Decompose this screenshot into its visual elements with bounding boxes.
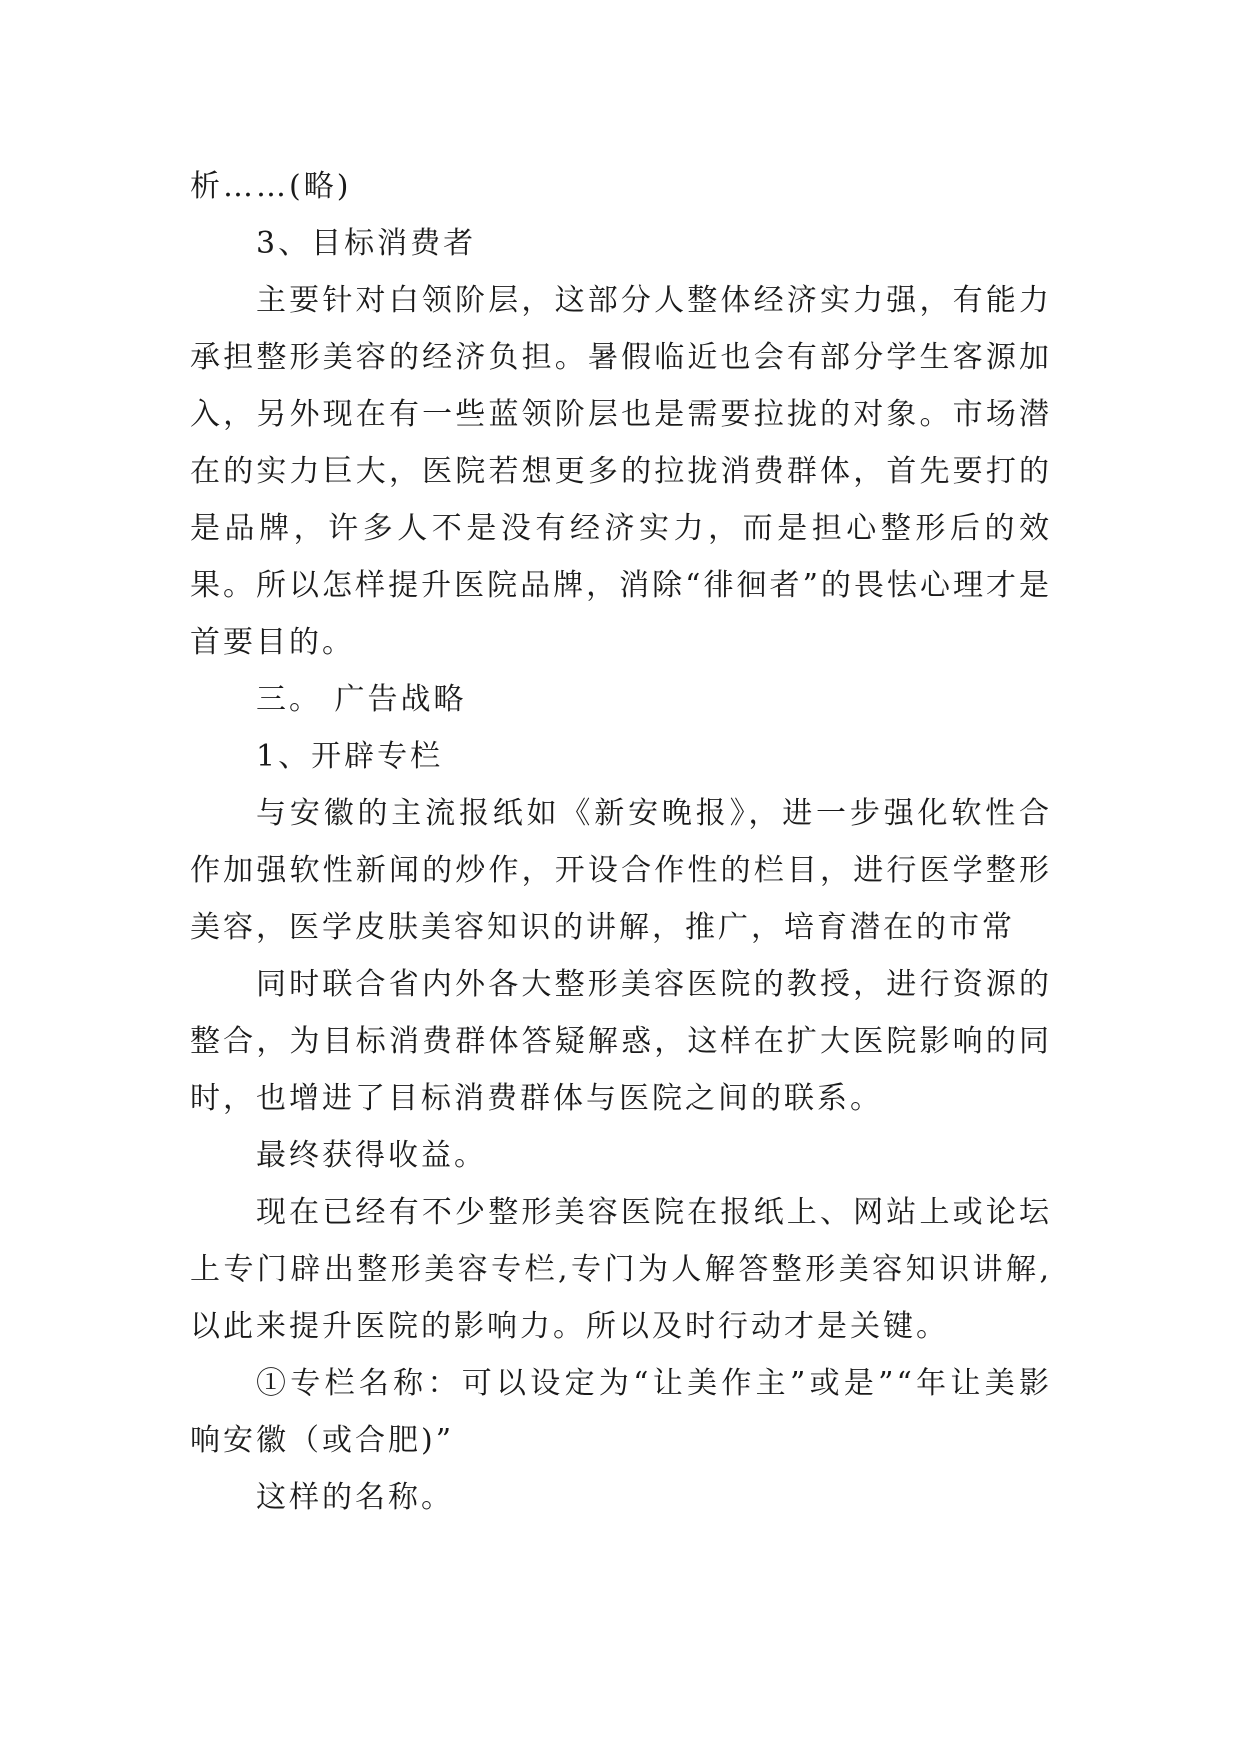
paragraph-name-ending: 这样的名称。 [256, 1480, 454, 1515]
paragraph-continuation: 析……(略) [190, 169, 352, 204]
heading-open-column: 1、开辟专栏 [256, 739, 444, 774]
heading-target-consumers: 3、目标消费者 [256, 226, 477, 261]
paragraph-column-trend: 现在已经有不少整形美容医院在报纸上、网站上或论坛上专门辟出整形美容专栏,专门为人解答整形美容知识讲解,以此来提升医院的影响力。所以及时行动才是关键。 [190, 1195, 1052, 1344]
paragraph-final-gain: 最终获得收益。 [256, 1138, 487, 1173]
paragraph-target-consumers: 主要针对白领阶层，这部分人整体经济实力强，有能力承担整形美容的经济负担。暑假临近也会有部分学生客源加入，另外现在有一些蓝领阶层也是需要拉拢的对象。市场潜在的实力巨大，医院若想更多的拉拢消费群体，首先要打的是品牌，许多人不是没有经济实力，而是担心整形后的效果。所以怎样提升医院品牌，消除“徘徊者”的畏怯心理才是首要目的。 [190, 283, 1052, 660]
paragraph-resource-integration: 同时联合省内外各大整形美容医院的教授，进行资源的整合，为目标消费群体答疑解惑，这样在扩大医院影响的同时，也增进了目标消费群体与医院之间的联系。 [190, 967, 1052, 1116]
paragraph-column-name: ①专栏名称：可以设定为“让美作主”或是”“年让美影响安徽（或合肥)” [190, 1366, 1052, 1458]
paragraph-newspaper-cooperation: 与安徽的主流报纸如《新安晚报》，进一步强化软性合作加强软性新闻的炒作，开设合作性的栏目，进行医学整形美容，医学皮肤美容知识的讲解，推广，培育潜在的市常 [190, 796, 1052, 945]
heading-ad-strategy: 三。 广告战略 [256, 682, 467, 717]
document-body [190, 158, 1052, 1526]
